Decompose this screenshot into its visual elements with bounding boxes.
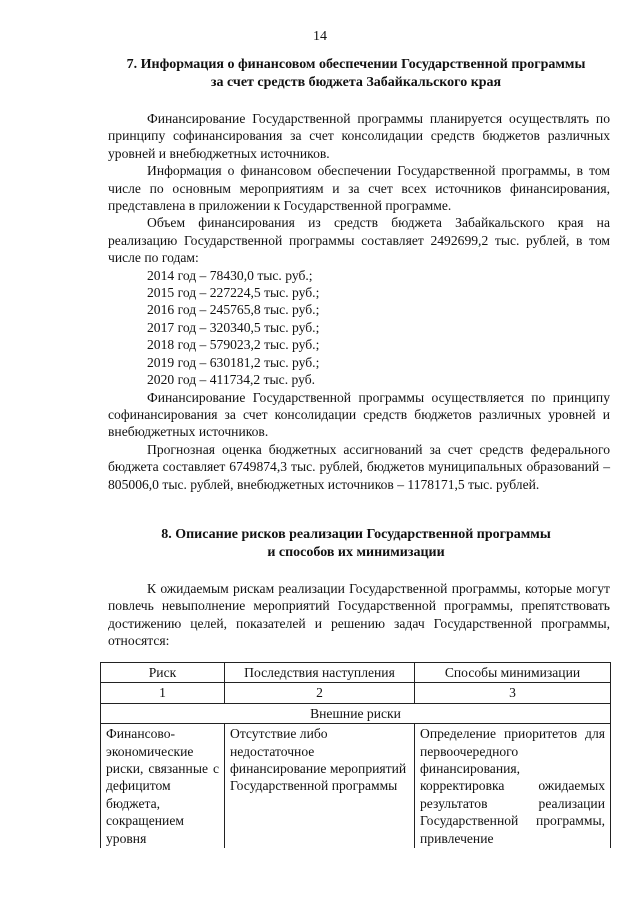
page-bottom-margin xyxy=(100,848,612,905)
column-header-mitigation: Способы минимизации xyxy=(415,663,611,683)
year-item: 2015 год – 227224,5 тыс. руб.; xyxy=(147,285,320,301)
section-8-title-line2: и способов их минимизации xyxy=(267,545,445,560)
risk-table xyxy=(100,662,611,849)
year-item: 2014 год – 78430,0 тыс. руб.; xyxy=(147,267,313,283)
paragraph: Финансирование Государственной программы планируется осуществлять по принципу софинансирования за счет консолидации средств бюджетов различных уровней и внебюджетных источников. xyxy=(108,111,610,161)
year-item: 2019 год – 630181,2 тыс. руб.; xyxy=(147,354,320,370)
mitigation-cell: Определение приоритетов для первоочередного финансирования, корректировка ожидаемых результатов реализации Государственной программы, привлечение xyxy=(415,724,611,849)
table-number-row xyxy=(101,683,611,703)
section-7-body xyxy=(108,110,610,493)
year-item: 2018 год – 579023,2 тыс. руб.; xyxy=(147,337,320,353)
section-8-title xyxy=(100,526,612,562)
group-title: Внешние риски xyxy=(101,703,611,723)
year-item: 2017 год – 320340,5 тыс. руб.; xyxy=(147,319,320,335)
column-header-consequences: Последствия наступления xyxy=(225,663,415,683)
year-item: 2020 год – 411734,2 тыс. руб. xyxy=(147,372,316,388)
column-number: 1 xyxy=(101,683,225,703)
table-header-row xyxy=(101,663,611,683)
column-header-risk: Риск xyxy=(101,663,225,683)
section-7-title-line2: за счет средств бюджета Забайкальского края xyxy=(210,75,502,90)
year-item: 2016 год – 245765,8 тыс. руб.; xyxy=(147,302,320,318)
column-number: 2 xyxy=(225,683,415,703)
consequence-cell: Отсутствие либо недостаточное финансирование мероприятий Государственной программы xyxy=(225,724,415,849)
section-7-title xyxy=(100,56,612,92)
paragraph: Прогнозная оценка бюджетных ассигнований за счет средств федерального бюджета составляет 6749874,3 тыс. рублей, бюджетов муниципальных образований – 805006,0 тыс. рублей, внебюджетных источников – 1178171,5 тыс. рублей. xyxy=(108,441,610,492)
section-7-title-line1: 7. Информация о финансовом обеспечении Государственной программы xyxy=(126,57,586,72)
paragraph: Информация о финансовом обеспечении Государственной программы, в том числе по основным мероприятиям и за счет всех источников финансирования, представлена в приложении к Государственной программе. xyxy=(108,163,610,214)
paragraph: Объем финансирования из средств бюджета Забайкальского края на реализацию Государственной программы составляет 2492699,2 тыс. рублей, в том числе по годам: xyxy=(108,215,610,266)
section-8-body xyxy=(108,580,610,650)
paragraph: Финансирование Государственной программы осуществляется по принципу софинансирования за счет консолидации средств бюджетов различных уровней и внебюджетных источников. xyxy=(108,389,610,440)
paragraph: К ожидаемым рискам реализации Государственной программы, которые могут повлечь невыполнение мероприятий Государственной программы, препятствовать достижению целей, показателей и решению задач Государственной программы, относятся: xyxy=(108,581,610,649)
section-8-title-line1: 8. Описание рисков реализации Государственной программы xyxy=(161,527,551,542)
page-number: 14 xyxy=(313,29,327,44)
table-row xyxy=(101,724,611,849)
table-group-row xyxy=(101,703,611,723)
risk-cell: Финансово-экономические риски, связанные с дефицитом бюджета, сокращением уровня xyxy=(101,724,225,849)
column-number: 3 xyxy=(415,683,611,703)
